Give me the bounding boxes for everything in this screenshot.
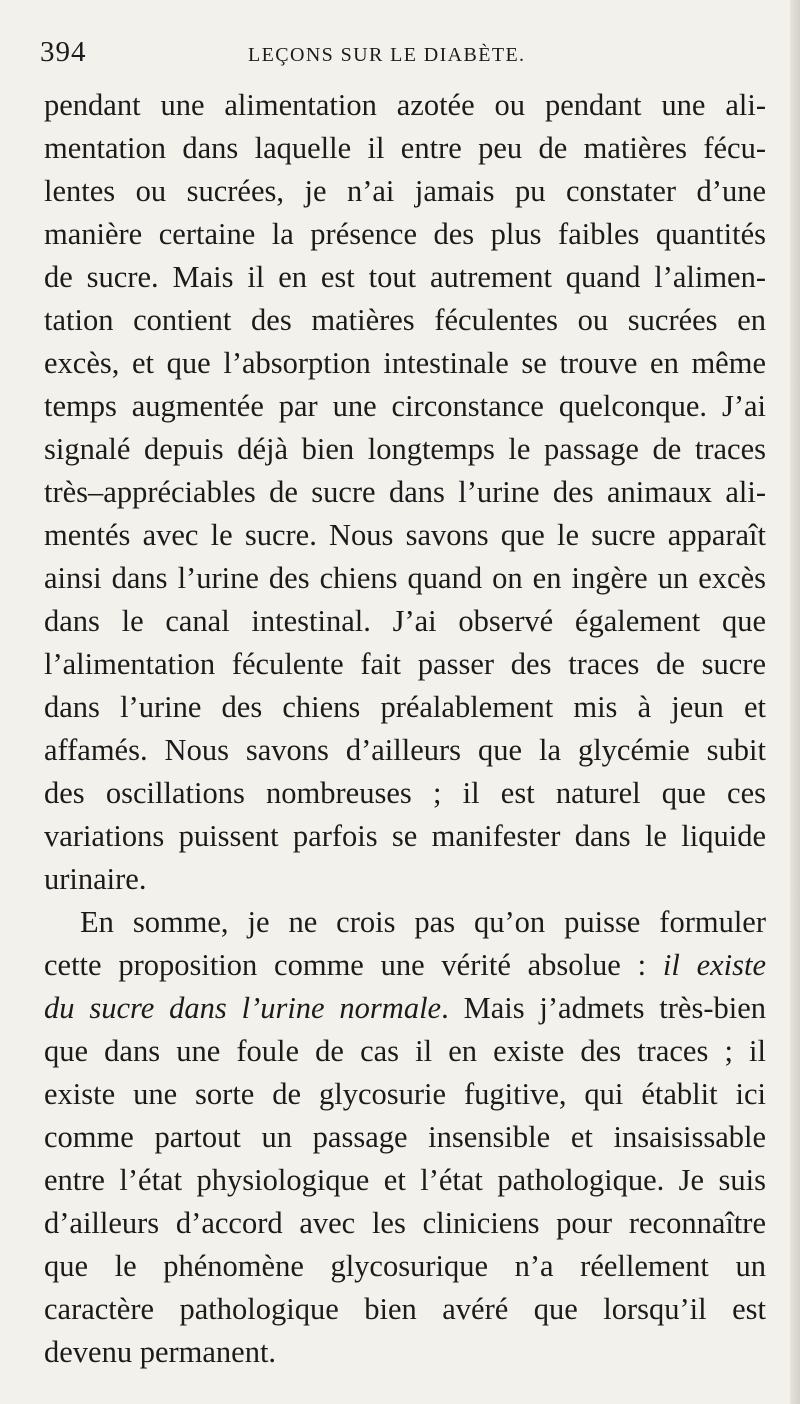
text-line-mixed — [44, 989, 766, 1029]
text-line: d’ailleurs d’accord avec les cliniciens pour reconnaître — [44, 1206, 766, 1240]
text-line: signalé depuis déjà bien longtemps le passage de traces — [44, 432, 766, 466]
text-line: variations puissent parfois se manifester dans le liquide — [44, 819, 766, 853]
text-line: affamés. Nous savons d’ailleurs que la glycémie subit — [44, 733, 766, 767]
text-line: devenu permanent. — [44, 1335, 277, 1369]
text-line: mentation dans laquelle il entre peu de matières fécu- — [44, 131, 766, 165]
text-line: mentés avec le sucre. Nous savons que le sucre apparaît — [44, 518, 766, 552]
text-line: excès, et que l’absorption intestinale se trouve en même — [44, 346, 766, 380]
text-line: dans le canal intestinal. J’ai observé également que — [44, 604, 766, 638]
text-line: ainsi dans l’urine des chiens quand on en ingère un excès — [44, 561, 766, 595]
page-number: 394 — [40, 36, 87, 68]
text-line: très–appréciables de sucre dans l’urine des animaux ali- — [44, 475, 766, 509]
text-line-segment: . Mais j’admets très-bien — [441, 991, 766, 1025]
text-line: lentes ou sucrées, je n’ai jamais pu constater d’une — [44, 174, 766, 208]
text-line: que dans une foule de cas il en existe des traces ; il — [44, 1034, 766, 1068]
text-line: dans l’urine des chiens préalablement mis à jeun et — [44, 690, 766, 724]
text-line: que le phénomène glycosurique n’a réellement un — [44, 1249, 766, 1283]
text-line: pendant une alimentation azotée ou pendant une ali- — [44, 88, 766, 122]
text-line: temps augmentée par une circonstance quelconque. J’ai — [44, 389, 766, 423]
text-line-paragraph-start: En somme, je ne crois pas qu’on puisse formuler — [80, 905, 766, 939]
text-line-segment: cette proposition comme une vérité absolue : — [44, 948, 647, 982]
italic-phrase: il existe — [662, 948, 766, 982]
text-line: tation contient des matières féculentes ou sucrées en — [44, 303, 766, 337]
text-line: entre l’état physiologique et l’état pathologique. Je suis — [44, 1163, 766, 1197]
text-line: l’alimentation féculente fait passer des traces de sucre — [44, 647, 766, 681]
italic-phrase: du sucre dans l’urine normale — [44, 991, 442, 1025]
text-line: de sucre. Mais il en est tout autrement quand l’alimen- — [44, 260, 766, 294]
text-line: des oscillations nombreuses ; il est naturel que ces — [44, 776, 766, 810]
text-line: existe une sorte de glycosurie fugitive, qui établit ici — [44, 1077, 766, 1111]
running-title: LEÇONS SUR LE DIABÈTE. — [248, 44, 526, 66]
text-line: caractère pathologique bien avéré que lorsqu’il est — [44, 1292, 766, 1326]
text-line: manière certaine la présence des plus faibles quantités — [44, 217, 766, 251]
text-line: urinaire. — [44, 862, 147, 896]
text-line: comme partout un passage insensible et insaisissable — [44, 1120, 766, 1154]
text-line-mixed — [44, 946, 766, 986]
